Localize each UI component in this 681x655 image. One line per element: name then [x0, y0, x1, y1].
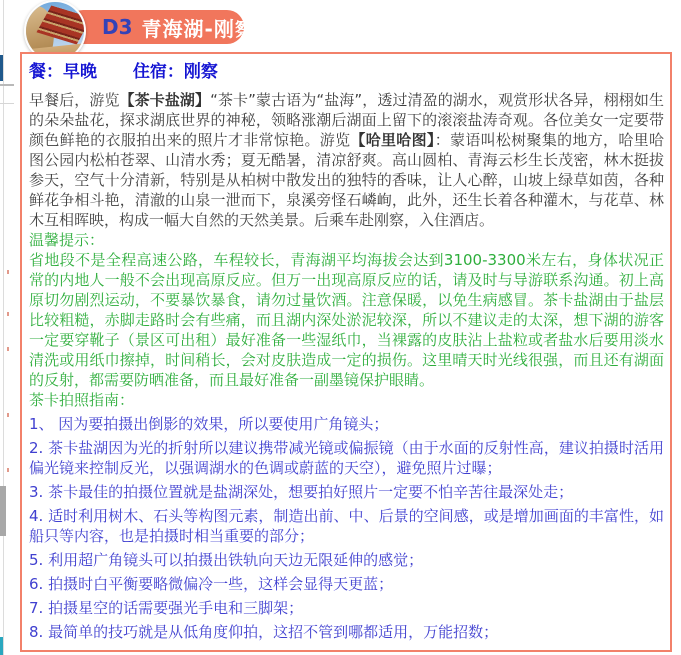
day-title: 青海湖-刚察 — [141, 16, 256, 41]
meta-line — [29, 60, 664, 84]
guide-item-8: 8. 最简单的技巧就是从低角度仰拍，这招不管到哪都适用，万能招数； — [29, 623, 499, 641]
left-edge-accent-bar — [0, 55, 3, 81]
photo-guide-list — [29, 414, 664, 642]
paragraph-text: “茶卡”蒙古语为“盐海”，透过清盈的湖水，观赏形状各异，栩栩如生的朵朵盐花，探求湖底世界的神秘，领略涨潮后湖面上留下的滚滚盐涛奇观。各位美女一定要带颜色鲜艳的衣服拍出来的照片才非常惊艳。游览 — [29, 91, 664, 149]
highlighted-attraction-name: 【茶卡盐湖】 — [119, 91, 211, 109]
guide-item-3: 3. 茶卡最佳的拍摄位置就是盐湖深处，想要拍好照片一定要不怕辛苦往最深处走； — [29, 483, 574, 501]
guide-item-4: 4. 适时利用树木、石头等构图元素，制造出前、中、后景的空间感，或是增加画面的丰富性，如船只等内容，也是拍摄时相当重要的部分； — [29, 507, 664, 545]
border-dot — [7, 413, 9, 417]
border-dot — [7, 347, 9, 351]
scrollbar-thumb[interactable] — [0, 486, 6, 536]
paragraph-text: ：蒙语叫松树聚集的地方，哈里哈图公园内松柏苍翠、山清水秀；夏无酷暑，清凉舒爽。高山圆柏、青海云杉生长茂密，林木挺拔参天，空气十分清新，特别是从柏树中散发出的独特的香味，让人心醉，山坡上绿草如茵，各种鲜花争相斗艳，清澈的山泉一泄而下，泉溪旁怪石嶙峋，此外，还生长着各种灌木，与花草、林木互相晖映，构成一幅大自然的天然美景。后乘车赴刚察，入住酒店。 — [29, 131, 664, 229]
guide-item-1: 1、 因为要拍摄出倒影的效果，所以要使用广角镜头； — [29, 415, 389, 433]
photo-guide-title: 茶卡拍照指南： — [29, 391, 135, 409]
left-edge-tick-bottom — [0, 103, 14, 104]
itinerary-panel — [20, 52, 672, 652]
stay-label: 住宿：刚察 — [132, 62, 218, 82]
meals-label: 餐：早晚 — [29, 62, 97, 82]
day-number: D3 — [102, 15, 133, 39]
tips-body: 省地段不是全程高速公路，车程较长，青海湖平均海拔会达到3100-3300米左右，身体状况正常的内地人一般不会出现高原反应。但万一出现高原反应的话，请及时与导游联系沟通。初上高原切勿剧烈运动，不要暴饮暴食，请勿过量饮酒。注意保暖，以免生病感冒。茶卡盐湖由于盐层比较粗糙，赤脚走路时会有些痛，而且湖内深处淤泥较深，所以不建议走的太深，想下湖的游客一定要穿靴子（景区可出租）最好准备一些湿纸巾，当裸露的皮肤沾上盐粒或者盐水后要用淡水清洗或用纸巾擦掉，时间稍长，会对皮肤造成一定的损伤。这里晴天时光线很强，而且还有湖面的反射，都需要防晒准备，而且最好准备一副墨镜保护眼睛。 — [29, 251, 664, 389]
highlighted-attraction-name: 【哈里哈图】 — [350, 131, 435, 149]
guide-item-5: 5. 利用超广角镜头可以拍摄出铁轨向天边无限延伸的感觉； — [29, 551, 424, 569]
guide-item-2: 2. 茶卡盐湖因为光的折射所以建议携带减光镜或偏振镜（由于水面的反射性高，建议拍摄时活用偏光镜来控制反光，以强调湖水的色调或蔚蓝的天空），避免照片过曝； — [29, 439, 664, 477]
itinerary-paragraph — [29, 90, 664, 230]
guide-item-6: 6. 拍摄时白平衡要略微偏冷一些，这样会显得天更蓝； — [29, 575, 394, 593]
guide-item-7: 7. 拍摄星空的话需要强光手电和三脚架； — [29, 599, 304, 617]
paragraph-text: 早餐后，游览 — [29, 91, 120, 109]
tips-title: 温馨提示： — [29, 231, 105, 249]
day-banner — [66, 10, 256, 44]
border-dot — [7, 468, 9, 472]
left-edge-teal-marker — [0, 637, 3, 655]
left-edge-tick-top — [0, 84, 14, 86]
border-dot — [7, 312, 9, 316]
border-dot — [7, 270, 9, 274]
left-edge-divider — [3, 0, 4, 655]
